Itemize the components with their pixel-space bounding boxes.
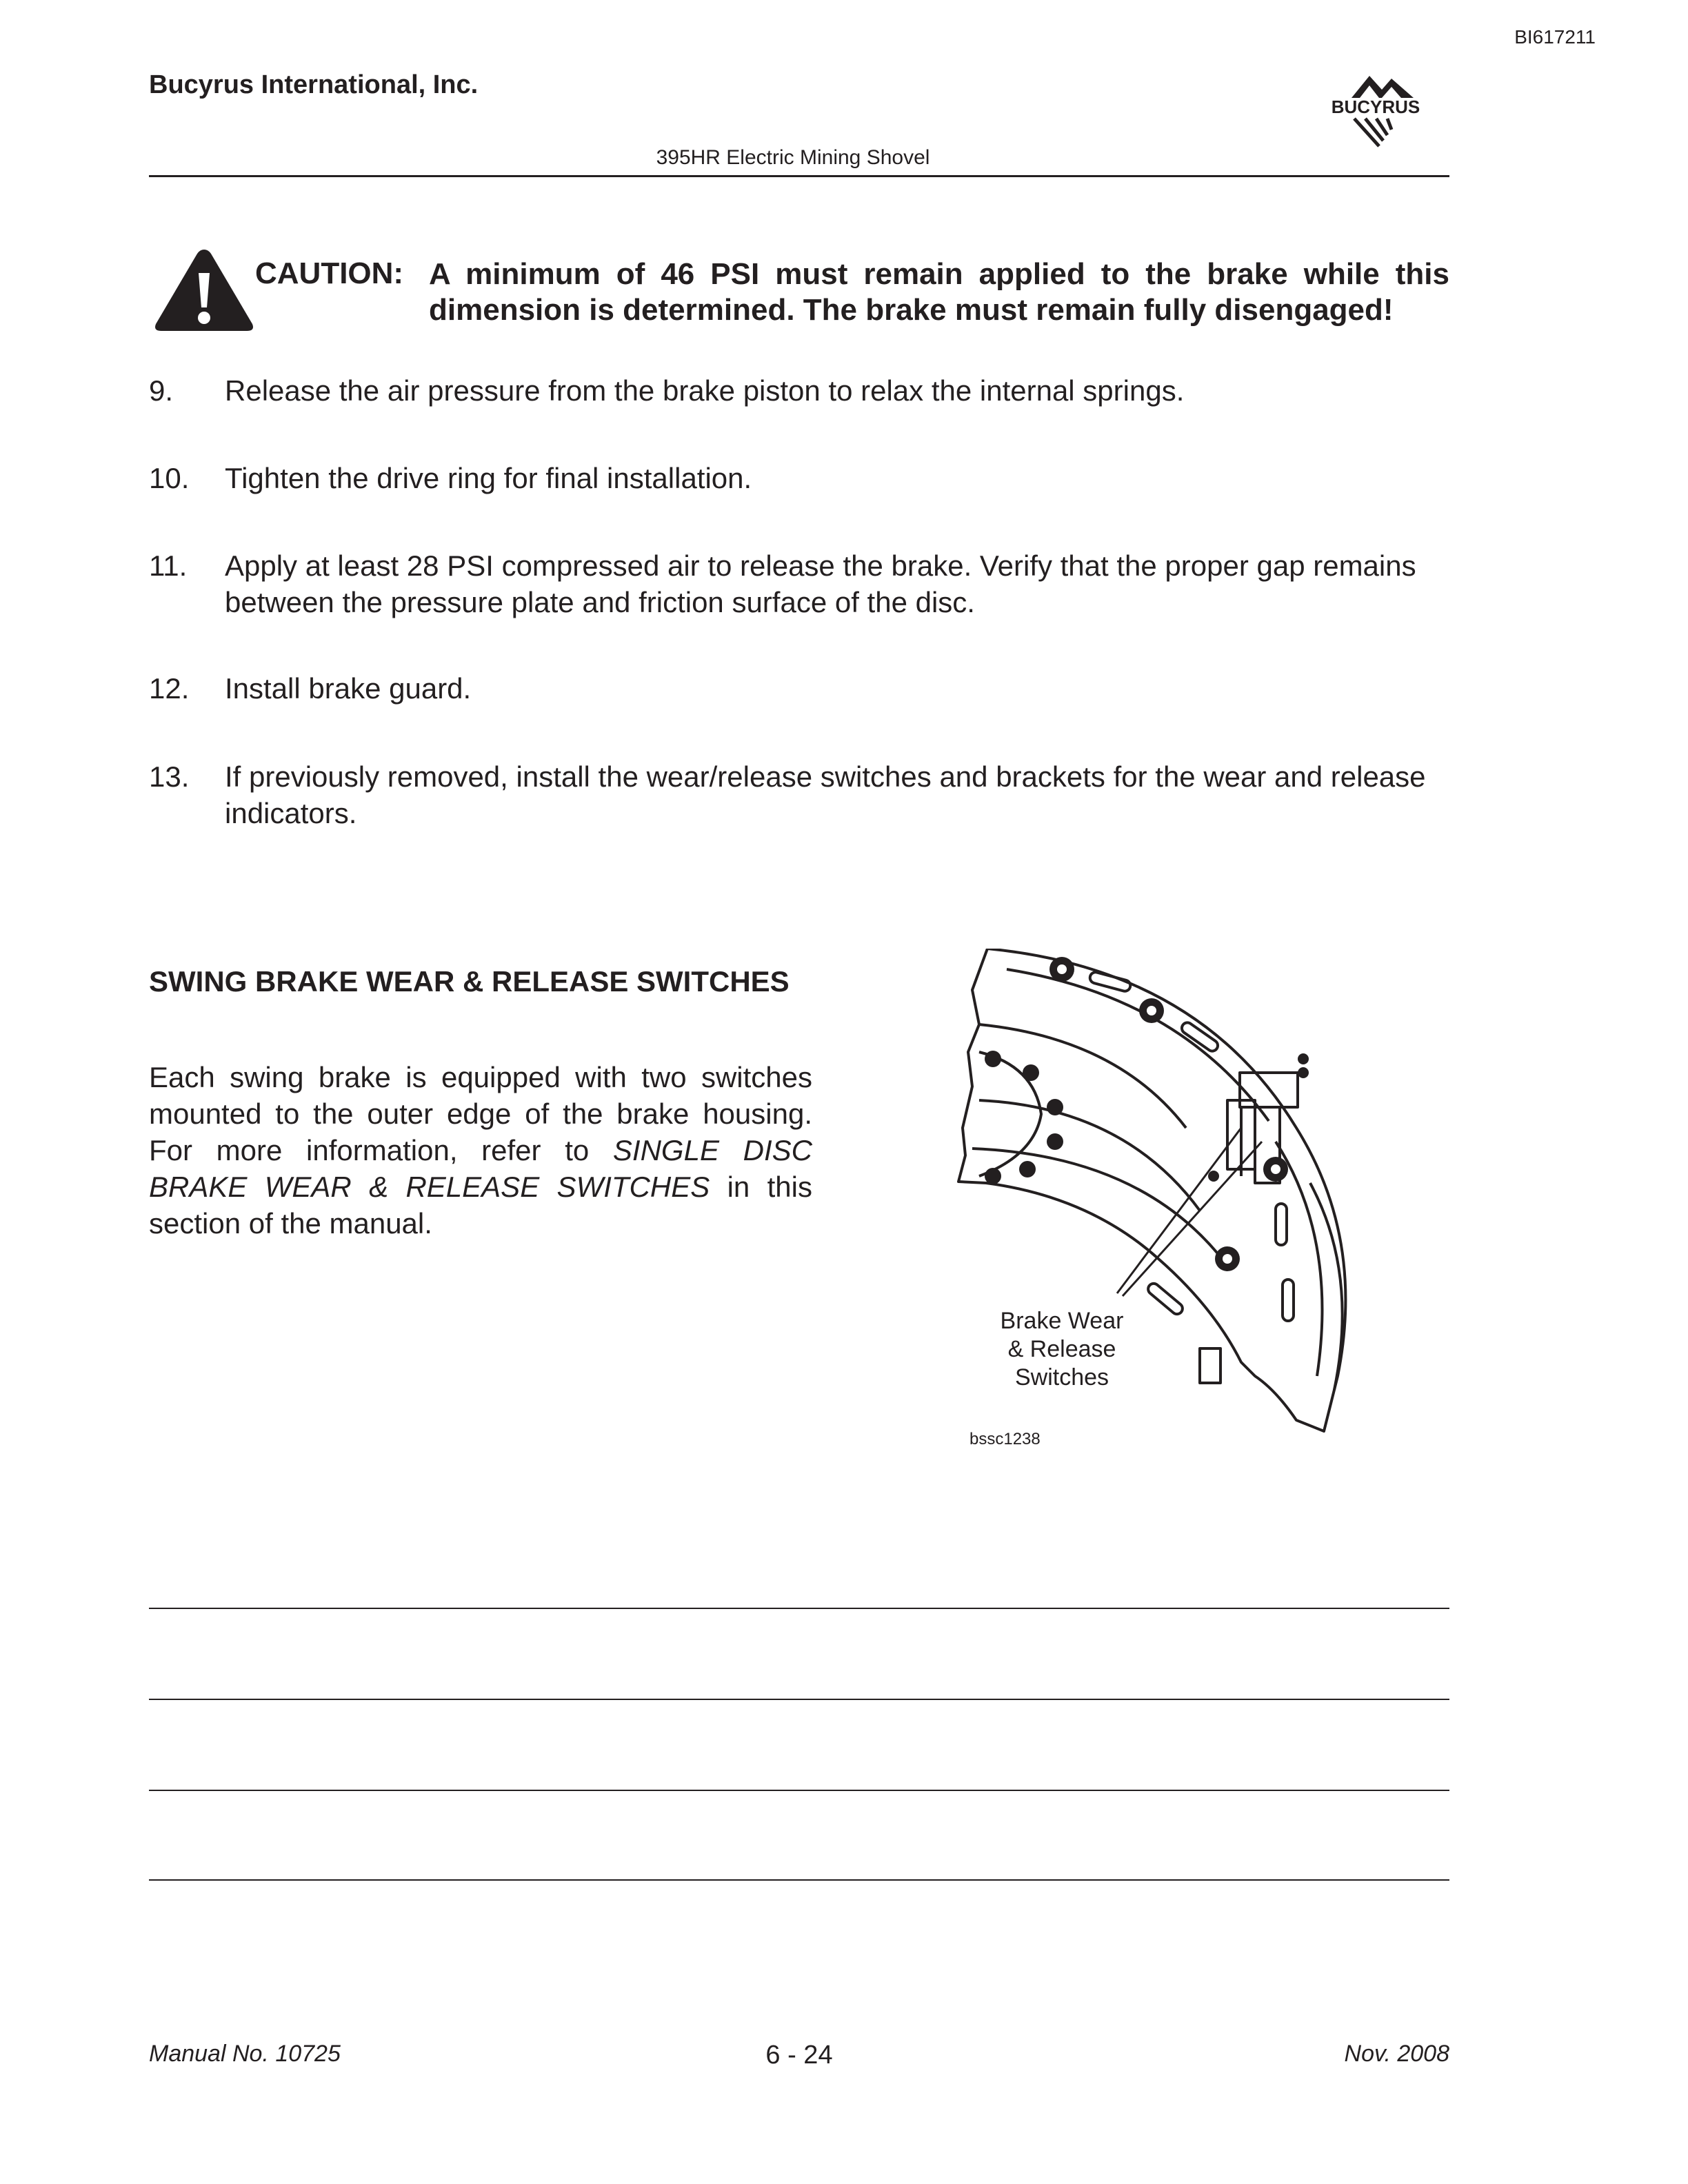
section-body-text: Each swing brake is equipped with two switches mounted to the outer edge of the brake housing. For more information, refer to <box>149 1061 812 1166</box>
section-body <box>149 1059 812 1242</box>
step-number: 9. <box>149 374 174 407</box>
callout-line: Switches <box>1014 1364 1109 1391</box>
figure-id: bssc1238 <box>969 1430 1041 1448</box>
callout-line: Brake Wear <box>1000 1308 1124 1334</box>
publication-date: Nov. 2008 <box>1344 2041 1449 2067</box>
note-line <box>149 1879 1449 1881</box>
figure-callout <box>979 1307 1145 1392</box>
document-subtitle: 395HR Electric Mining Shovel <box>656 146 930 169</box>
company-name: Bucyrus International, Inc. <box>149 70 479 99</box>
step-text: Tighten the drive ring for final installation. <box>225 462 752 494</box>
caution-text: A minimum of 46 PSI must remain applied to the brake while this dimension is determined. The brake must remain fully disengaged! <box>429 257 1449 327</box>
note-line <box>149 1790 1449 1791</box>
step-item <box>149 670 1449 711</box>
step-text: If previously removed, install the wear/release switches and brackets for the wear and release indicators. <box>225 760 1426 829</box>
step-text: Apply at least 28 PSI compressed air to release the brake. Verify that the proper gap remains between the pressure plate and friction surface of the disc. <box>225 549 1416 618</box>
manual-number: Manual No. 10725 <box>149 2041 341 2067</box>
step-text: Install brake guard. <box>225 672 472 705</box>
step-item <box>149 372 1449 414</box>
caution-label: CAUTION: <box>255 256 404 290</box>
step-item <box>149 460 1449 501</box>
page-number: 6 - 24 <box>765 2041 833 2070</box>
step-text: Release the air pressure from the brake piston to relax the internal springs. <box>225 374 1185 407</box>
warning-triangle-icon <box>153 245 255 334</box>
step-number: 13. <box>149 760 190 793</box>
document-id: BI617211 <box>1514 26 1596 48</box>
step-number: 10. <box>149 462 190 494</box>
note-line <box>149 1699 1449 1700</box>
section-heading: SWING BRAKE WEAR & RELEASE SWITCHES <box>149 965 790 998</box>
bucyrus-logo <box>1310 69 1441 152</box>
callout-line: & Release <box>1007 1336 1116 1362</box>
section-reference: SINGLE DISC BRAKE WEAR & RELEASE SWITCHES <box>149 1134 812 1203</box>
section-body-text-end: in this section of the manual. <box>149 1171 812 1240</box>
logo-wordmark: BUCYRUS <box>1331 97 1420 117</box>
step-number: 11. <box>149 549 188 582</box>
step-item <box>149 547 1449 623</box>
header-rule <box>149 175 1449 177</box>
step-item <box>149 758 1449 834</box>
step-number: 12. <box>149 672 190 705</box>
note-line <box>149 1608 1449 1609</box>
